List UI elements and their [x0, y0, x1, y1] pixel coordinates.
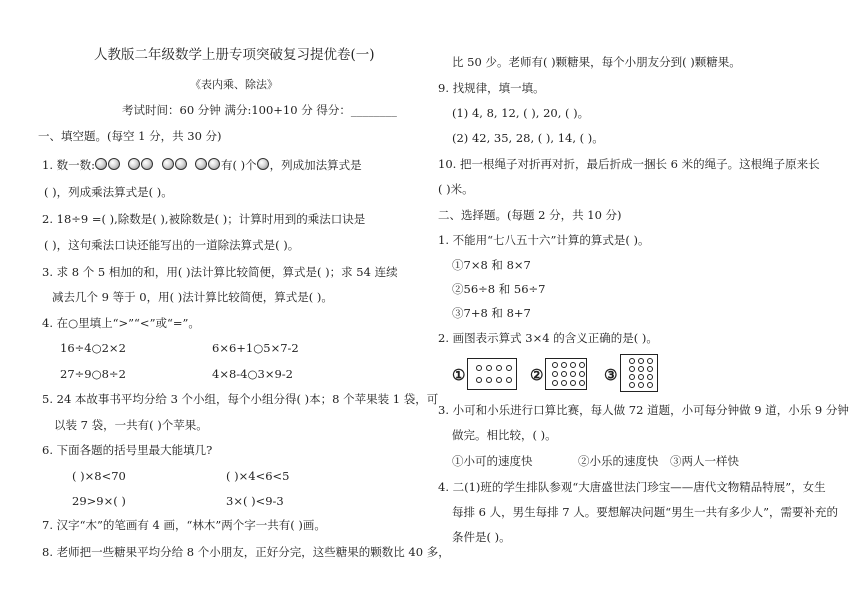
question-7: 7. 汉字“木”的笔画有 4 画，“林木”两个字一共有( )画。	[42, 518, 326, 532]
question-2-line-2: ( )，这句乘法口诀还能写出的一道除法算式是( )。	[44, 238, 300, 252]
question-10-line-1: 10. 把一根绳子对折再对折，最后折成一捆长 6 米的绳子。这根绳子原来长	[438, 157, 820, 171]
q9-sequence-1: (1) 4, 8, 12, ( ), 20, ( )。	[452, 106, 590, 120]
q1-count: 有( )个	[220, 158, 257, 172]
circle-icon	[257, 158, 269, 170]
choice-2-label-2: ②	[530, 366, 544, 384]
question-5-line-2: 以装 7 袋，一共有( )个苹果。	[54, 418, 208, 432]
q4-item-4: 4×8-4○3×9-2	[212, 367, 293, 381]
question-4: 4. 在○里填上“>”“<”或“=”。	[42, 316, 200, 330]
question-9: 9. 找规律，填一填。	[438, 81, 545, 95]
question-8-line-2: 比 50 少。老师有( )颗糖果，每个小朋友分到( )颗糖果。	[452, 55, 741, 69]
question-1-line-1	[42, 158, 362, 173]
q6-item-3: 29>9×( )	[72, 494, 126, 508]
circle-group-icon	[95, 158, 221, 172]
page-title: 人教版二年级数学上册专项突破复习提优卷(一)	[94, 47, 375, 63]
choice-3-option-2: ②小乐的速度快	[578, 454, 659, 468]
choice-4-line-1: 4. 二(1)班的学生排队参观“大唐盛世法门珍宝——唐代文物精品特展”，女生	[438, 480, 826, 494]
dots-picture-2	[545, 358, 587, 390]
q9-sequence-2: (2) 42, 35, 28, ( ), 14, ( )。	[452, 131, 604, 145]
q6-item-4: 3×( )<9-3	[226, 494, 284, 508]
choice-1-option-3: ③7+8 和 8+7	[452, 306, 531, 320]
choice-2: 2. 画图表示算式 3×4 的含义正确的是( )。	[438, 331, 658, 345]
dots-picture-3	[620, 354, 658, 392]
choice-4-line-3: 条件是( )。	[452, 530, 511, 544]
choice-3-line-1: 3. 小可和小乐进行口算比赛，每人做 72 道题，小可每分钟做 9 道，小乐 9 分钟	[438, 403, 849, 417]
q1-prefix: 1. 数一数:	[42, 158, 96, 172]
q4-item-2: 6×6+1○5×7-2	[212, 341, 299, 355]
choice-1: 1. 不能用“七八五十六”计算的算式是( )。	[438, 233, 650, 247]
q6-item-1: ( )×8<70	[72, 469, 126, 483]
question-6: 6. 下面各题的括号里最大能填几?	[42, 443, 213, 457]
dots-picture-1	[467, 358, 517, 390]
q4-item-1: 16÷4○2×2	[60, 341, 126, 355]
section-2-heading: 二、选择题。(每题 2 分，共 10 分)	[438, 208, 622, 222]
choice-3-option-3: ③两人一样快	[670, 454, 739, 468]
choice-2-label-1: ①	[452, 366, 466, 384]
question-3-line-1: 3. 求 8 个 5 相加的和，用( )法计算比较简便，算式是( )；求 54 连续	[42, 265, 398, 279]
choice-3-option-1: ①小可的速度快	[452, 454, 533, 468]
q4-item-3: 27÷9○8÷2	[60, 367, 126, 381]
question-5-line-1: 5. 24 本故事书平均分给 3 个小组，每个小组分得( )本；8 个苹果装 1 袋，可	[42, 392, 439, 406]
question-10-line-2: ( )米。	[438, 182, 474, 196]
question-2-line-1: 2. 18÷9 =( ),除数是( ),被除数是( )；计算时用到的乘法口诀是	[42, 212, 366, 226]
question-1-line-2: ( )，列成乘法算式是( )。	[44, 185, 173, 199]
q1-end: ，列成加法算式是	[269, 158, 362, 172]
section-1-heading: 一、填空题。(每空 1 分，共 30 分)	[38, 129, 222, 143]
q6-item-2: ( )×4<6<5	[226, 469, 290, 483]
choice-2-label-3: ③	[604, 366, 618, 384]
question-3-line-2: 减去几个 9 等于 0，用( )法计算比较简便，算式是( )。	[52, 290, 333, 304]
choice-1-option-1: ①7×8 和 8×7	[452, 258, 531, 272]
question-8-line-1: 8. 老师把一些糖果平均分给 8 个小朋友，正好分完，这些糖果的颗数比 40 多，	[42, 545, 450, 559]
exam-info: 考试时间：60 分钟 满分:100+10 分 得分：________	[122, 103, 397, 117]
choice-3-line-2: 做完。相比较，( )。	[452, 428, 557, 442]
choice-1-option-2: ②56÷8 和 56÷7	[452, 282, 546, 296]
page-subtitle: 《表内乘、除法》	[190, 78, 278, 91]
choice-4-line-2: 每排 6 人，男生每排 7 人。要想解决问题“男生一共有多少人”，需要补充的	[452, 505, 839, 519]
